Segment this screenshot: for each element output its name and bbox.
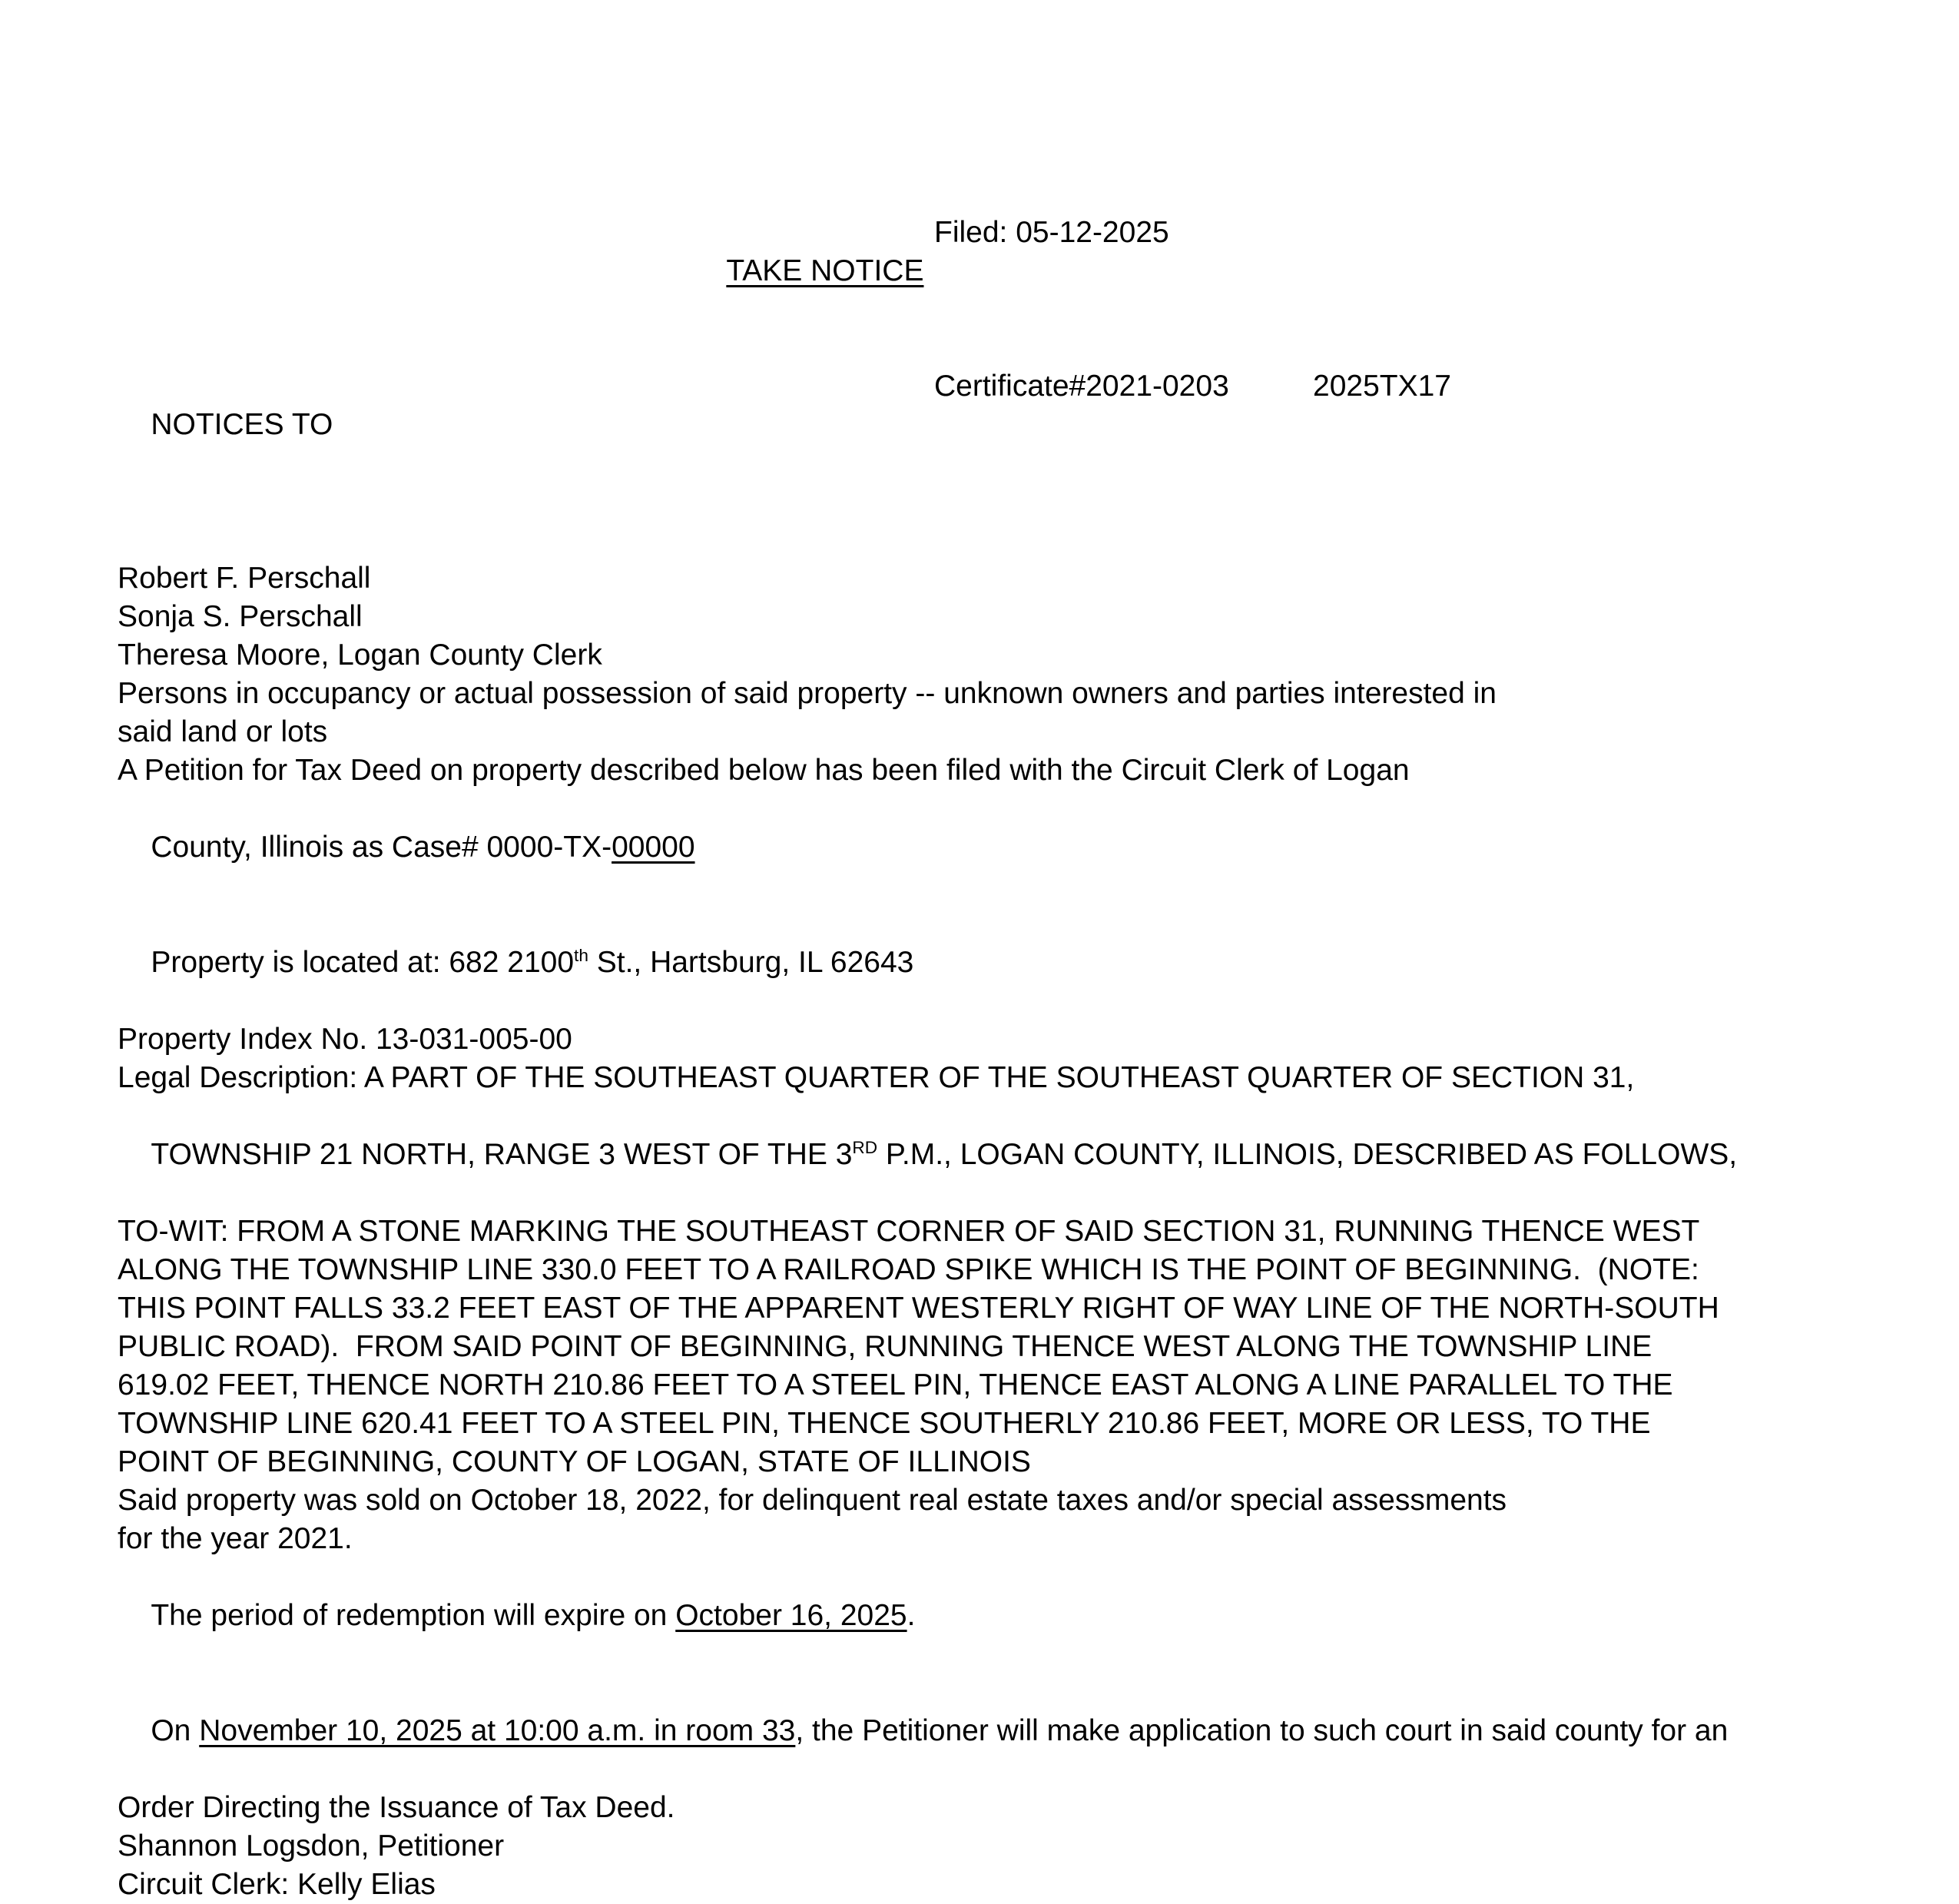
ordinal-superscript: th — [574, 946, 588, 965]
sale-line: Said property was sold on October 18, 2022, for delinquent real estate taxes and/or special assessments — [118, 1484, 1507, 1517]
occupancy-line: Persons in occupancy or actual possession of said property -- unknown owners and parties interested in — [118, 677, 1497, 710]
notices-to-label: NOTICES TO — [151, 408, 333, 441]
notices-line — [118, 367, 1882, 559]
occupancy-line: said land or lots — [118, 715, 328, 748]
redemption-period: . — [907, 1599, 916, 1632]
legal-description-line: PUBLIC ROAD). FROM SAID POINT OF BEGINNING, RUNNING THENCE WEST ALONG THE TOWNSHIP LINE — [118, 1330, 1652, 1363]
petition-line: A Petition for Tax Deed on property described below has been filed with the Circuit Clerk of Logan — [118, 754, 1410, 787]
redemption-line — [118, 1558, 1882, 1673]
case-line — [118, 790, 1882, 905]
legal-description-line: TO-WIT: FROM A STONE MARKING THE SOUTHEAST CORNER OF SAID SECTION 31, RUNNING THENCE WEST — [118, 1215, 1700, 1248]
legal-description-line: 619.02 FEET, THENCE NORTH 210.86 FEET TO A STEEL PIN, THENCE EAST ALONG A LINE PARALLEL TO THE — [118, 1368, 1673, 1401]
take-notice-title: TAKE NOTICE — [726, 254, 924, 287]
legal-description-line: Legal Description: A PART OF THE SOUTHEAST QUARTER OF THE SOUTHEAST QUARTER OF SECTION 31, — [118, 1061, 1635, 1094]
case-line-blank: 00000 — [612, 831, 695, 864]
ordinal-superscript: RD — [852, 1138, 878, 1157]
certificate-number: Certificate#2021-0203 — [934, 370, 1229, 403]
recipient-name: Theresa Moore, Logan County Clerk — [118, 639, 602, 672]
petitioner-signature: Shannon Logsdon, Petitioner — [118, 1829, 505, 1863]
recipient-name: Sonja S. Perschall — [118, 600, 363, 633]
legal-description-line: TOWNSHIP LINE 620.41 FEET TO A STEEL PIN, THENCE SOUTHERLY 210.86 FEET, MORE OR LESS, TO THE — [118, 1407, 1651, 1440]
property-location-text: Property is located at: 682 2100 — [151, 946, 575, 979]
property-location — [118, 905, 1882, 1020]
order-line: Order Directing the Issuance of Tax Deed. — [118, 1791, 675, 1824]
property-index: Property Index No. 13-031-005-00 — [118, 1023, 572, 1056]
hearing-text: On — [151, 1714, 200, 1747]
title-line — [118, 214, 1882, 367]
property-location-text2: St., Hartsburg, IL 62643 — [588, 946, 914, 979]
hearing-date: November 10, 2025 at 10:00 a.m. in room 33 — [199, 1714, 796, 1747]
redemption-date: October 16, 2025 — [675, 1599, 907, 1632]
legal-line2-text2: P.M., LOGAN COUNTY, ILLINOIS, DESCRIBED AS FOLLOWS, — [877, 1138, 1738, 1171]
legal-description-line: POINT OF BEGINNING, COUNTY OF LOGAN, STATE OF ILLINOIS — [118, 1445, 1031, 1478]
redemption-text: The period of redemption will expire on — [151, 1599, 676, 1632]
filed-date: Filed: 05-12-2025 — [934, 216, 1169, 249]
legal-description-line: ALONG THE TOWNSHIP LINE 330.0 FEET TO A RAILROAD SPIKE WHICH IS THE POINT OF BEGINNING. (NOTE: — [118, 1253, 1699, 1286]
legal-description-line: THIS POINT FALLS 33.2 FEET EAST OF THE APPARENT WESTERLY RIGHT OF WAY LINE OF THE NORTH-SOUTH — [118, 1292, 1719, 1325]
legal-description-line — [118, 1097, 1882, 1212]
sale-line: for the year 2021. — [118, 1522, 353, 1555]
case-number: 2025TX17 — [1313, 370, 1451, 403]
hearing-text2: , the Petitioner will make application to such court in said county for an — [795, 1714, 1729, 1747]
clerk-signature: Circuit Clerk: Kelly Elias — [118, 1868, 436, 1901]
hearing-line — [118, 1673, 1882, 1789]
recipient-name: Robert F. Perschall — [118, 562, 371, 595]
case-line-text: County, Illinois as Case# 0000-TX- — [151, 831, 612, 864]
legal-line2-text: TOWNSHIP 21 NORTH, RANGE 3 WEST OF THE 3 — [151, 1138, 853, 1171]
